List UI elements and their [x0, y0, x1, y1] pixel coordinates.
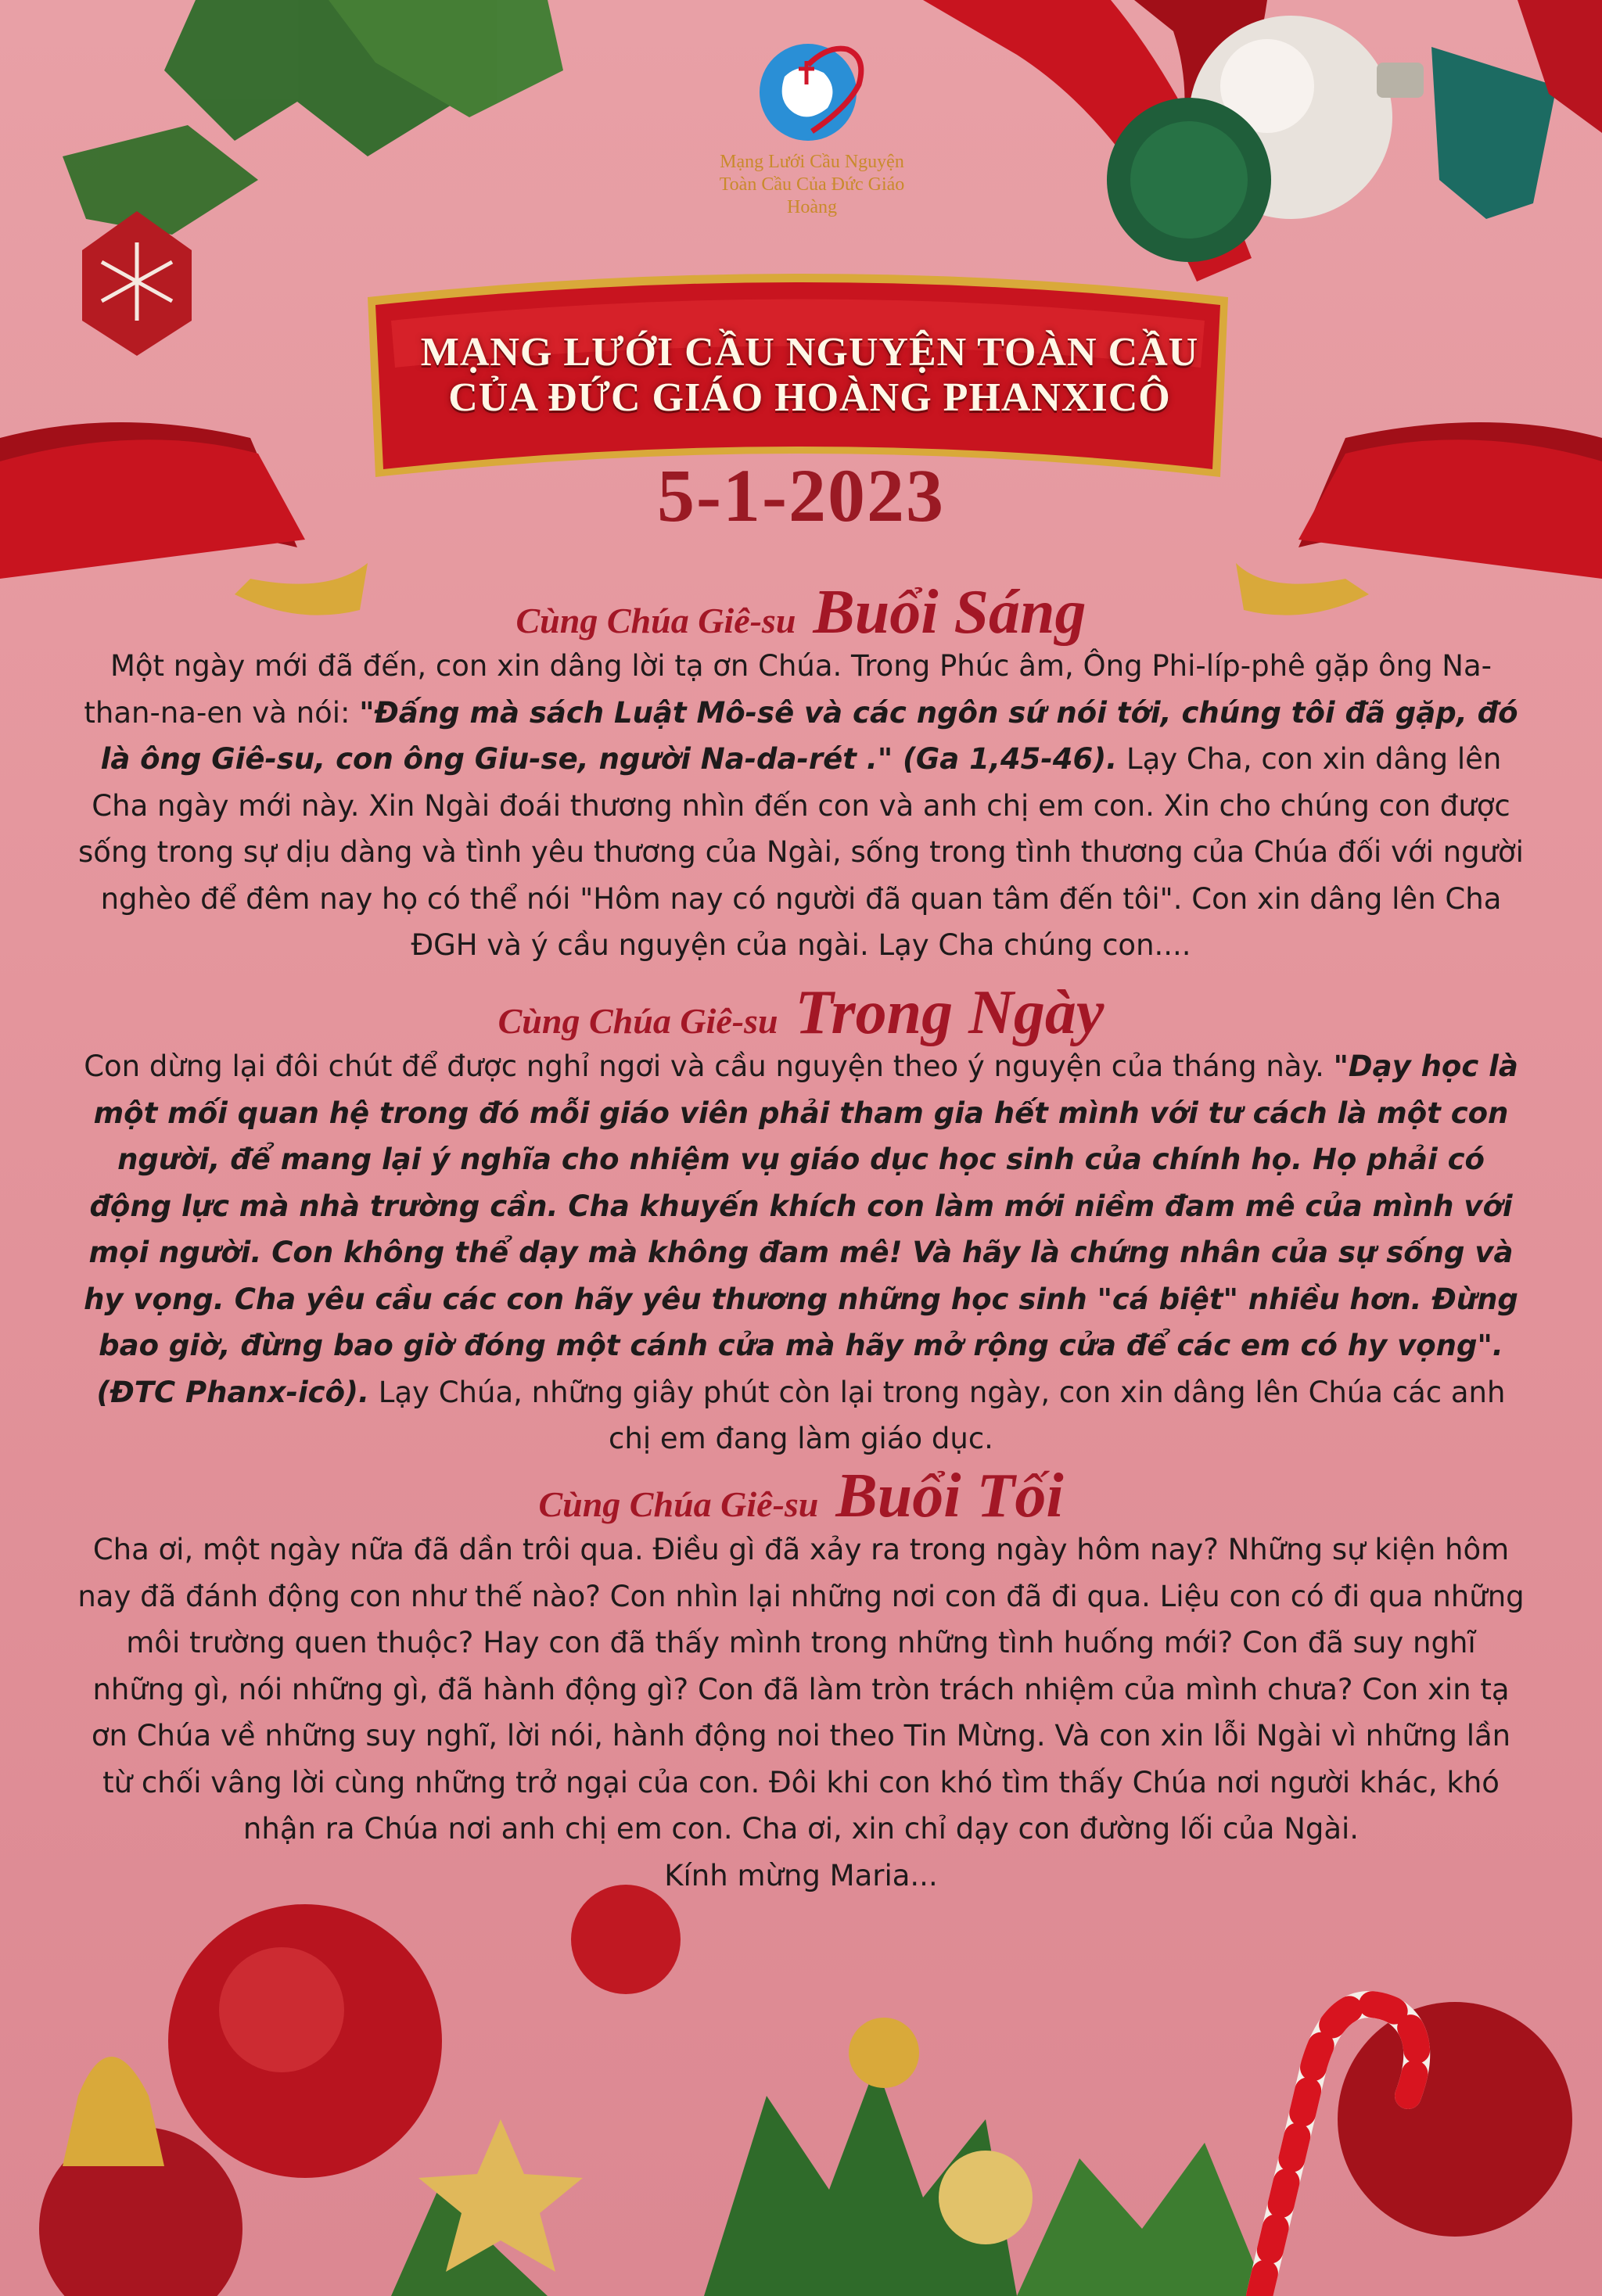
morning-heading [0, 577, 1602, 648]
evening-text: Cha ơi, một ngày nữa đã dần trôi qua. Điều gì đã xảy ra trong ngày hôm nay? Những sự kiện hôm nay đã đánh động con như thế nào? Con nhìn lại những nơi con đã đi qua. Liệu con có đi qua những môi trường quen thuộc? Hay con đã thấy mình trong những tình huống mới? Con đã suy nghĩ những gì, nói những gì, đã hành động gì? Con đã làm tròn trách nhiệm của mình chưa? Con xin tạ ơn Chúa về những suy nghĩ, lời nói, hành động noi theo Tin Mừng. Và con xin lỗi Ngài vì những lần từ chối vâng lời cùng những trở ngại của con. Đôi khi con khó tìm thấy Chúa nơi người khác, khó nhận ra Chúa nơi anh chị em con. Cha ơi, xin chỉ dạy con đường lối của Ngài. [77, 1533, 1525, 1846]
date-heading: 5-1-2023 [657, 454, 945, 537]
morning-quote: "Đấng mà sách Luật Mô-sê và các ngôn sứ nói tới, chúng tôi đã gặp, đó là ông Giê-su, con ông Giu-se, người Na-da-rét ." (Ga 1,45-46). [100, 695, 1518, 776]
globe-heart-icon [753, 30, 871, 147]
day-text-1: Con dừng lại đôi chút để được nghỉ ngơi và cầu nguyện theo ý nguyện của tháng này. [84, 1049, 1334, 1083]
evening-heading [0, 1461, 1602, 1532]
morning-title: Buổi Sáng [813, 578, 1087, 647]
morning-text-2: Lạy Cha, con xin dâng lên Cha ngày mới này. Xin Ngài đoái thương nhìn đến con và anh chị em con. Xin cho chúng con được sống trong sự dịu dàng và tình yêu thương của Ngài, sống trong tình thương của Chúa đối với người nghèo để đêm nay họ có thể nói "Hôm nay có người đã quan tâm đến tôi". Con xin dâng lên Cha ĐGH và ý cầu nguyện của ngài. Lạy Cha chúng con.... [78, 742, 1524, 962]
morning-prefix: Cùng Chúa Giê-su [515, 601, 796, 640]
day-text-2: Lạy Chúa, những giây phút còn lại trong ngày, con xin dâng lên Chúa các anh chị em đang làm giáo dục. [369, 1375, 1506, 1455]
christmas-decoration-bottom [0, 1861, 1602, 2296]
logo-line-1: Mạng Lưới Cầu Nguyện [720, 152, 904, 172]
morning-text-1: Một ngày mới đã đến, con xin dâng lời tạ ơn Chúa. Trong Phúc âm, Ông Phi-líp-phê gặp ông Na-than-na-en và nói: [84, 649, 1492, 730]
banner-title [375, 330, 1244, 421]
evening-paragraph [77, 1526, 1525, 1899]
day-prefix: Cùng Chúa Giê-su [497, 1001, 778, 1041]
day-quote: "Dạy học là một mối quan hệ trong đó mỗi giáo viên phải tham gia hết mình với tư cách là một con người, để mang lại ý nghĩa cho nhiệm vụ giáo dục học sinh của chính họ. Họ phải có động lực mà nhà trường cần. Cha khuyến khích con làm mới niềm đam mê của mình với mọi người. Con không thể dạy mà không đam mê! Và hãy là chứng nhân của sự sống và hy vọng. Cha yêu cầu các con hãy yêu thương những học sinh "cá biệt" nhiều hơn. Đừng bao giờ, đừng bao giờ đóng một cánh cửa mà hãy mở rộng cửa để các em có hy vọng". (ĐTC Phanx-icô). [84, 1049, 1518, 1409]
day-title: Trong Ngày [795, 978, 1105, 1047]
logo-line-2: Toàn Cầu Của Đức Giáo Hoàng [719, 174, 905, 217]
evening-closing: Kính mừng Maria... [664, 1858, 938, 1892]
morning-paragraph [77, 643, 1525, 969]
evening-title: Buổi Tối [835, 1462, 1064, 1530]
day-heading [0, 978, 1602, 1049]
banner-line-1: MẠNG LƯỚI CẦU NGUYỆN TOÀN CẦU [420, 330, 1199, 375]
day-paragraph [77, 1043, 1525, 1462]
evening-prefix: Cùng Chúa Giê-su [538, 1484, 819, 1524]
network-logo [717, 30, 907, 219]
banner-line-2: CỦA ĐỨC GIÁO HOÀNG PHANXICÔ [448, 375, 1171, 420]
